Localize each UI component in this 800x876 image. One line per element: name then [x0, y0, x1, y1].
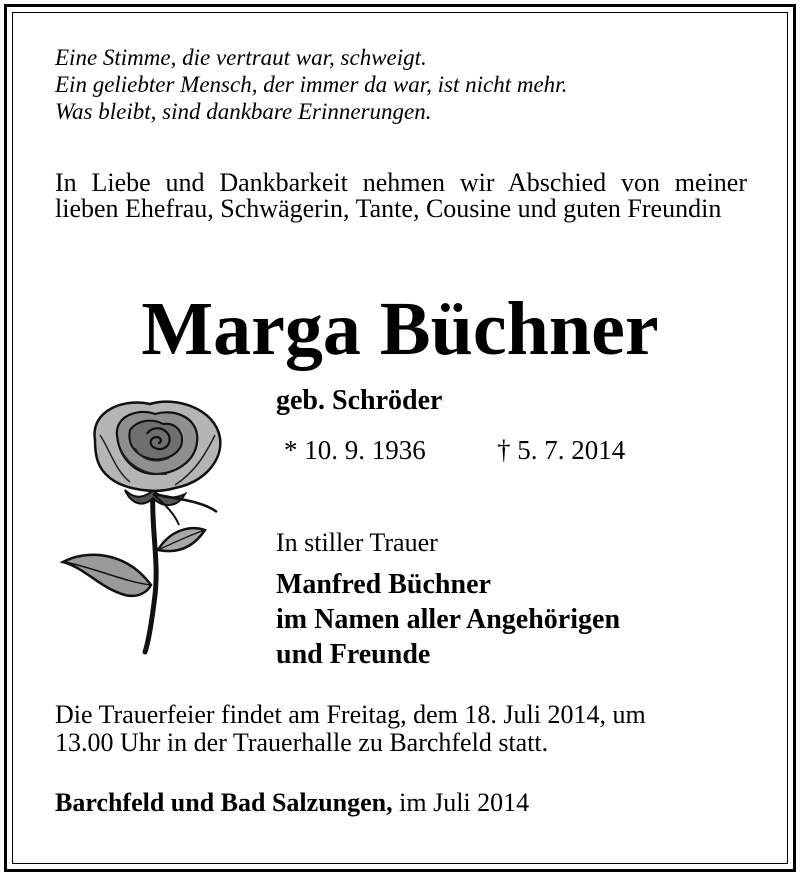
rose-icon	[55, 390, 240, 655]
motto-line-1: Eine Stimme, die vertraut war, schweigt.	[55, 45, 427, 70]
mourners-list	[276, 567, 620, 672]
mourner-line-1: Manfred Büchner	[276, 569, 491, 600]
birth-name: geb. Schröder	[276, 385, 443, 416]
motto-line-2: Ein geliebter Mensch, der immer da war, ist nicht mehr.	[55, 72, 568, 97]
mourning-label: In stiller Trauer	[276, 528, 438, 557]
service-line-1: Die Trauerfeier findet am Freitag, dem 18. Juli 2014, um	[55, 700, 646, 729]
closing-date: im Juli 2014	[392, 788, 530, 817]
intro-text: In Liebe und Dankbarkeit nehmen wir Abschied von meiner lieben Ehefrau, Schwägerin, Tante, Cousine und guten Freundin	[55, 168, 747, 223]
deceased-name: Marga Büchner	[141, 287, 659, 371]
closing-place: Barchfeld und Bad Salzungen,	[55, 788, 393, 817]
death-date: † 5. 7. 2014	[497, 435, 626, 465]
service-line-2: 13.00 Uhr in der Trauerhalle zu Barchfeld statt.	[55, 728, 549, 757]
mourner-line-2: im Namen aller Angehörigen	[276, 604, 621, 635]
place-date	[55, 788, 529, 818]
motto-verse	[55, 44, 567, 125]
birth-date: * 10. 9. 1936	[284, 435, 426, 465]
mourner-line-3: und Freunde	[276, 639, 431, 670]
service-info	[55, 701, 747, 757]
motto-line-3: Was bleibt, sind dankbare Erinnerungen.	[55, 99, 432, 124]
